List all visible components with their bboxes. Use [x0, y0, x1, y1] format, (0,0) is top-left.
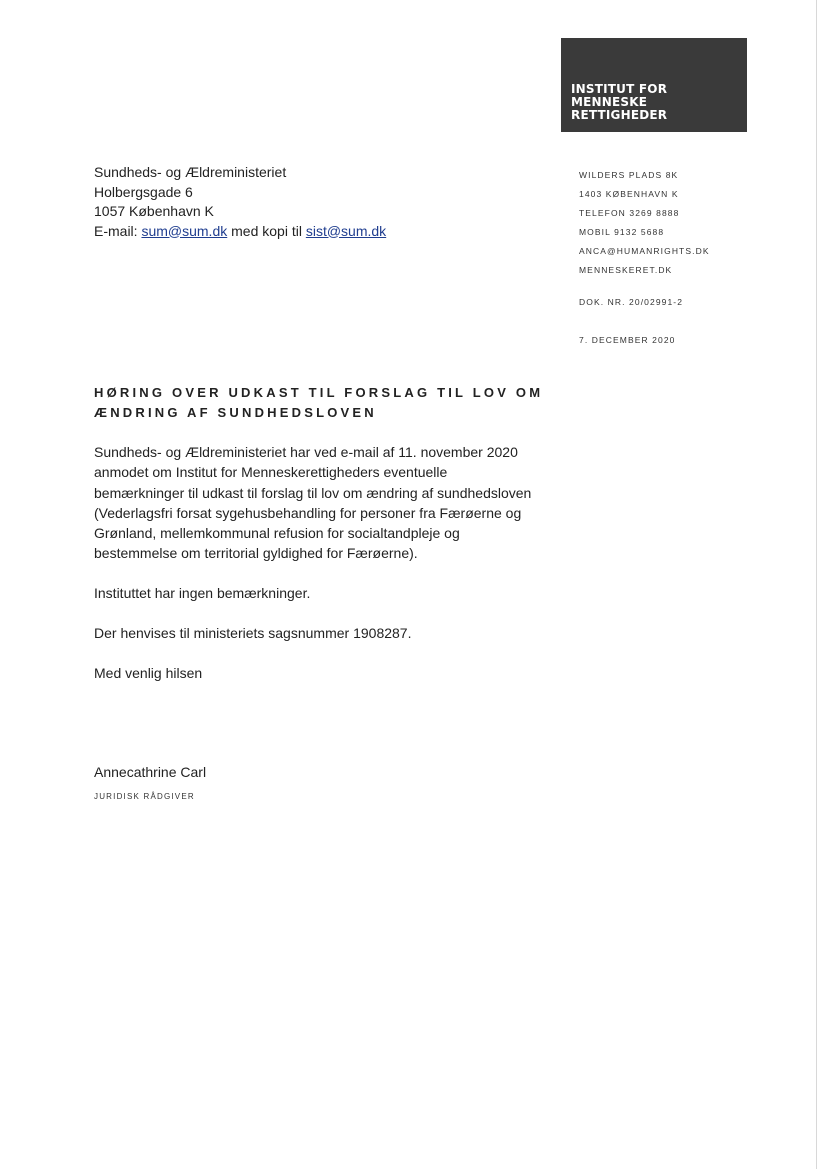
- email-link-copy[interactable]: sist@sum.dk: [305, 222, 387, 239]
- recipient-address: [94, 163, 386, 241]
- recipient-city: 1057 København K: [94, 203, 214, 219]
- letter-date: 7. DECEMBER 2020: [579, 335, 676, 345]
- body-line: bemærkninger til udkast til forslag til lov om ændring af sundhedsloven: [94, 484, 532, 501]
- sender-address: WILDERS PLADS 8K: [579, 170, 679, 180]
- logo-line-3: RETTIGHEDER: [571, 108, 668, 122]
- heading-line-1: HØRING OVER UDKAST TIL FORSLAG TIL LOV OM: [94, 385, 544, 400]
- page-edge: [816, 0, 817, 1169]
- body-line: (Vederlagsfri forsat sygehusbehandling for personer fra Færøerne og: [94, 504, 522, 521]
- sender-mobile: MOBIL 9132 5688: [579, 227, 665, 237]
- sender-city: 1403 KØBENHAVN K: [579, 189, 679, 199]
- document-number: DOK. NR. 20/02991-2: [579, 297, 684, 307]
- body-line: anmodet om Institut for Menneskerettigheders eventuelle: [94, 464, 448, 481]
- email-copy-text: med kopi til: [227, 222, 306, 239]
- email-link-primary[interactable]: sum@sum.dk: [141, 222, 228, 239]
- body-paragraph-2: Instituttet har ingen bemærkninger.: [94, 585, 311, 601]
- signer-title: JURIDISK RÅDGIVER: [94, 792, 195, 801]
- email-prefix: E-mail:: [94, 222, 142, 239]
- letter-heading: [94, 383, 543, 423]
- body-paragraph-1: [94, 442, 531, 564]
- recipient-email-line: [94, 222, 386, 242]
- closing-greeting: Med venlig hilsen: [94, 665, 203, 681]
- sender-website: MENNESKERET.DK: [579, 265, 673, 275]
- recipient-street: Holbergsgade 6: [94, 183, 193, 200]
- logo-line-2: MENNESKE: [571, 95, 648, 109]
- body-line: bestemmelse om territorial gyldighed for Færøerne).: [94, 545, 418, 562]
- body-paragraph-3: Der henvises til ministeriets sagsnummer 1908287.: [94, 625, 412, 641]
- sender-contact-block: [579, 166, 710, 280]
- body-line: Grønland, mellemkommunal refusion for socialtandpleje og: [94, 525, 460, 542]
- institute-logo: [561, 38, 747, 132]
- sender-email: ANCA@HUMANRIGHTS.DK: [579, 246, 710, 256]
- logo-line-1: INSTITUT FOR: [571, 82, 668, 96]
- heading-line-2: ÆNDRING AF SUNDHEDSLOVEN: [94, 405, 377, 420]
- body-line: Sundheds- og Ældreministeriet har ved e-mail af 11. november 2020: [94, 444, 518, 460]
- signer-name: Annecathrine Carl: [94, 764, 207, 780]
- sender-phone: TELEFON 3269 8888: [579, 208, 680, 218]
- recipient-name: Sundheds- og Ældreministeriet: [94, 164, 287, 180]
